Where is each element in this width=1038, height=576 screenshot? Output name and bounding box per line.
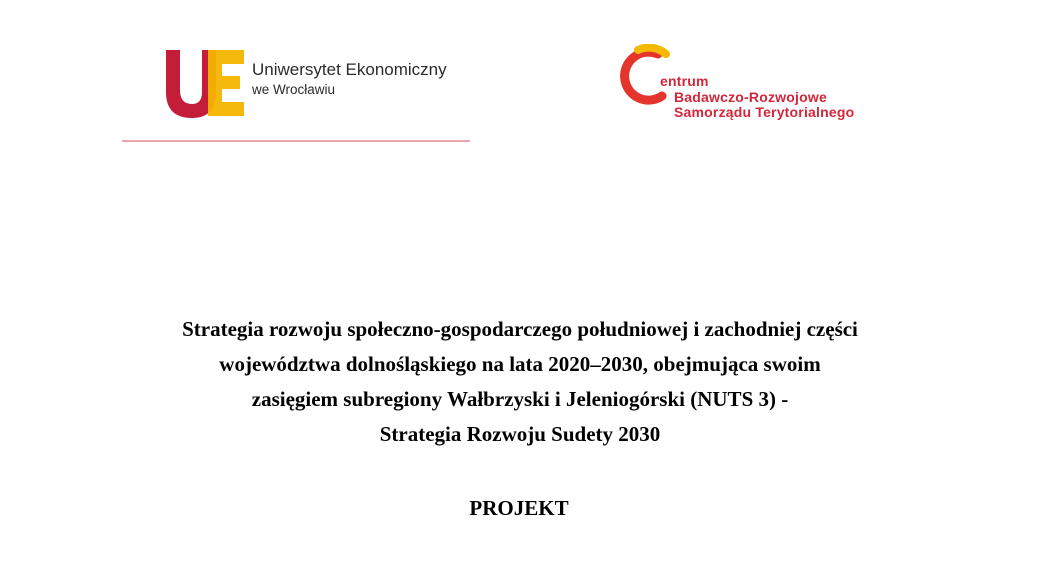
ue-logo [162, 44, 482, 124]
ue-name: Uniwersytet Ekonomiczny [252, 60, 447, 79]
cbr-line-3: Samorządu Terytorialnego [674, 104, 855, 120]
ue-subtitle: we Wrocławiu [252, 82, 336, 97]
title-line-4: Strategia Rozwoju Sudety 2030 [379, 422, 661, 446]
cbr-logo [618, 44, 898, 124]
document-title [80, 312, 960, 452]
cbr-line-2: Badawczo-Rozwojowe [674, 89, 827, 105]
cbr-line-1: entrum [660, 73, 709, 89]
document-status: PROJEKT [469, 496, 569, 520]
ue-logo-mark [162, 44, 246, 122]
title-line-1: Strategia rozwoju społeczno-gospodarczego południowej i zachodniej części [182, 317, 858, 341]
title-line-2: województwa dolnośląskiego na lata 2020–2030, obejmująca swoim [219, 352, 821, 376]
title-line-3: zasięgiem subregiony Wałbrzyski i Jeleniogórski (NUTS 3) - [251, 387, 789, 411]
header-divider [122, 140, 470, 142]
